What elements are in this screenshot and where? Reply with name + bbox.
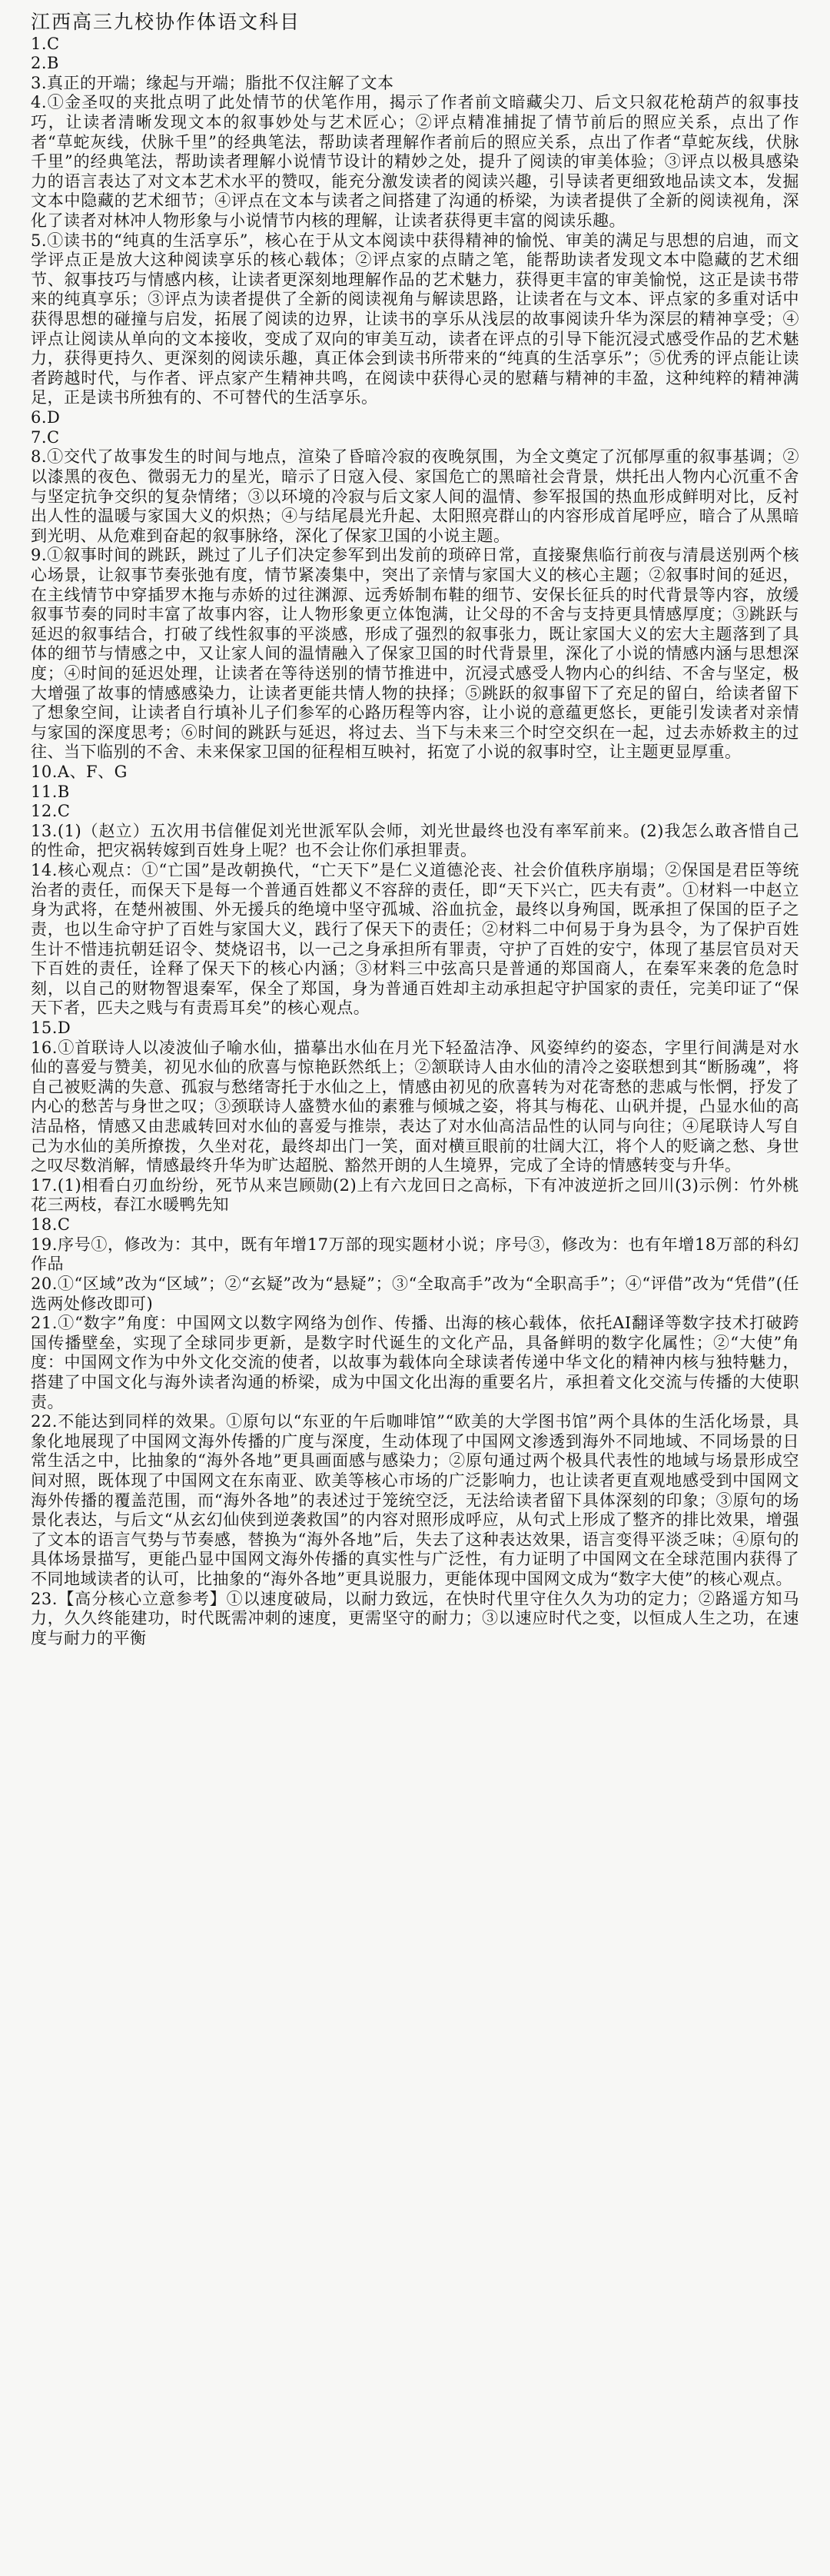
answer-item: 7.C — [31, 427, 60, 447]
answer-item: 16.①首联诗人以凌波仙子喻水仙，描摹出水仙在月光下轻盈洁净、风姿绰约的姿态，字里行间满是对水仙的喜爱与赞美，初见水仙的欣喜与惊艳跃然纸上；②颔联诗人由水仙的清冷之姿联想到其“断肠魂”，将自己被贬满的失意、孤寂与愁绪寄托于水仙之上，情感由初见的欣喜转为对花寄愁的悲戚与怅惘，抒发了内心的愁苦与身世之叹；③颈联诗人盛赞水仙的素雅与倾城之姿，将其与梅花、山矾并提，凸显水仙的高洁品格，情感又由悲戚转回对水仙的喜爱与推崇，表达了对水仙高洁品性的认同与向往；④尾联诗人写自己为水仙的美所撩拨，久坐对花，最终却出门一笑，面对横亘眼前的壮阔大江，将个人的贬谪之愁、身世之叹尽数消解，情感最终升华为旷达超脱、豁然开朗的人生境界，完成了全诗的情感转变与升华。 — [31, 1038, 799, 1175]
answer-item: 13.(1)（赵立）五次用书信催促刘光世派军队会师，刘光世最终也没有率军前来。(2)我怎么敢吝惜自己的性命，把灾祸转嫁到百姓身上呢？也不会让你们承担罪责。 — [31, 821, 799, 860]
answer-item: 5.①读书的“纯真的生活享乐”，核心在于从文本阅读中获得精神的愉悦、审美的满足与思想的启迪，而文学评点正是放大这种阅读享乐的核心载体；②评点家的点睛之笔，能帮助读者发现文本中隐藏的艺术细节、叙事技巧与情感内核，让读者更深刻地理解作品的艺术魅力，获得更丰富的审美愉悦，这正是读书带来的纯真享乐；③评点为读者提供了全新的阅读视角与解读思路，让读者在与文本、评点家的多重对话中获得思想的碰撞与启发，拓展了阅读的边界，让读书的享乐从浅层的故事阅读升华为深层的精神享受；④评点让阅读从单向的文本接收，变成了双向的审美互动，读者在评点的引导下能沉浸式感受作品的艺术魅力，获得更持久、更深刻的阅读乐趣，真正体会到读书所带来的“纯真的生活享乐”；⑤优秀的评点能让读者跨越时代，与作者、评点家产生精神共鸣，在阅读中获得心灵的慰藉与精神的丰盈，这种纯粹的精神满足，正是读书所独有的、不可替代的生活享乐。 — [31, 231, 799, 407]
answer-item: 23.【高分核心立意参考】①以速度破局，以耐力致远，在快时代里守住久久为功的定力；②路遥方知马力，久久终能建功，时代既需冲刺的速度，更需坚守的耐力；③以速应时代之变，以恒成人生之功，在速度与耐力的平衡 — [31, 1589, 799, 1647]
answer-item: 1.C — [31, 34, 60, 53]
answer-item: 15.D — [31, 1018, 71, 1037]
answer-item: 20.①“区域”改为“区域”；②“玄疑”改为“悬疑”；③“全取高手”改为“全职高手”；④“评借”改为“凭借”(任选两处修改即可) — [31, 1274, 799, 1313]
answer-item: 2.B — [31, 54, 59, 73]
answer-item: 11.B — [31, 782, 70, 801]
document-title: 江西高三九校协作体语文科目 — [31, 11, 301, 33]
answer-item: 22.不能达到同样的效果。①原句以“东亚的午后咖啡馆”“欧美的大学图书馆”两个具体的生活化场景，具象化地展现了中国网文海外传播的广度与深度，生动体现了中国网文渗透到海外不同地域、不同场景的日常生活之中，比抽象的“海外各地”更具画面感与感染力；②原句通过两个极具代表性的地域与场景形成空间对照，既体现了中国网文在东南亚、欧美等核心市场的广泛影响力，也让读者更直观地感受到中国网文海外传播的覆盖范围，而“海外各地”的表述过于笼统空泛，无法给读者留下具体深刻的印象；③原句的场景化表达，与后文“从玄幻仙侠到逆袭救国”的内容对照形成呼应，从句式上形成了整齐的排比效果，增强了文本的语言气势与节奏感，替换为“海外各地”后，失去了这种表达效果，语言变得平淡乏味；④原句的具体场景描写，更能凸显中国网文海外传播的真实性与广泛性，有力证明了中国网文在全球范围内获得了不同地域读者的认可，比抽象的“海外各地”更具说服力，更能体现中国网文成为“数字大使”的核心观点。 — [31, 1412, 799, 1589]
answer-item: 8.①交代了故事发生的时间与地点，渲染了昏暗冷寂的夜晚氛围，为全文奠定了沉郁厚重的叙事基调；②以漆黑的夜色、微弱无力的星光，暗示了日寇入侵、家国危亡的黑暗社会背景，烘托出人物内心沉重不舍与坚定抗争交织的复杂情绪；③以环境的冷寂与后文家人间的温情、参军报国的热血形成鲜明对比，反衬出人性的温暖与家国大义的炽热；④与结尾晨光升起、太阳照亮群山的内容形成首尾呼应，暗合了从黑暗到光明、从危难到奋起的叙事脉络，深化了保家卫国的小说主题。 — [31, 447, 799, 545]
answer-item: 18.C — [31, 1215, 71, 1235]
answer-item: 4.①金圣叹的夹批点明了此处情节的伏笔作用，揭示了作者前文暗藏尖刀、后文只叙花枪葫芦的叙事技巧，让读者清晰发现文本的叙事妙处与艺术匠心；②评点精准捕捉了情节前后的照应关系，点出了作者“草蛇灰线，伏脉千里”的经典笔法，帮助读者理解作者前后的照应关系，点出了作者“草蛇灰线，伏脉千里”的经典笔法，帮助读者理解小说情节设计的精妙之处，提升了阅读的审美体验；③评点以极具感染力的语言表达了对文本艺术水平的赞叹，能充分激发读者的阅读兴趣，引导读者更细致地品读文本，发掘文本中隐藏的艺术细节；④评点在文本与读者之间搭建了沟通的桥梁，为读者提供了全新的阅读视角，深化了读者对林冲人物形象与小说情节内核的理解，让读者获得更丰富的阅读乐趣。 — [31, 93, 799, 230]
answer-item: 6.D — [31, 408, 61, 427]
answer-item: 14.核心观点：①“亡国”是改朝换代，“亡天下”是仁义道德沦丧、社会价值秩序崩塌；②保国是君臣等统治者的责任，而保天下是每一个普通百姓都义不容辞的责任，即“天下兴亡，匹夫有责”。①材料一中赵立身为武将，在楚州被围、外无援兵的绝境中坚守孤城、浴血抗金，最终以身殉国，既承担了保国的臣子之责，也以生命守护了百姓与家国大义，践行了保天下的责任；②材料二中何易于身为县令，为了保护百姓生计不惜违抗朝廷诏令、焚烧诏书，以一己之身承担所有罪责，守护了百姓的安宁，体现了基层官员对天下百姓的责任，诠释了保天下的核心内涵；③材料三中弦高只是普通的郑国商人，在秦军来袭的危急时刻，以自己的财物智退秦军，保全了郑国，身为普通百姓却主动承担起守护国家的责任，完美印证了“保天下者，匹夫之贱与有责焉耳矣”的核心观点。 — [31, 861, 799, 1018]
answer-item: 9.①叙事时间的跳跃，跳过了儿子们决定参军到出发前的琐碎日常，直接聚焦临行前夜与清晨送别两个核心场景，让叙事节奏张弛有度，情节紧凑集中，突出了亲情与家国大义的核心主题；②叙事时间的延迟，在主线情节中穿插罗木拖与赤娇的过往渊源、远秀娇制布鞋的细节、安保长征兵的时代背景等内容，放缓叙事节奏的同时丰富了故事内容，让人物形象更立体饱满，让父母的不舍与支持更具情感厚度；③跳跃与延迟的叙事结合，打破了线性叙事的平淡感，形成了强烈的叙事张力，既让家国大义的宏大主题落到了具体的细节与情感之中，又让家人间的温情融入了保家卫国的时代背景里，深化了小说的情感内涵与思想深度；④时间的延迟处理，让读者在等待送别的情节推进中，沉浸式感受人物内心的纠结、不舍与坚定，极大增强了故事的情感感染力，让读者更能共情人物的抉择；⑤跳跃的叙事留下了充足的留白，给读者留下了想象空间，让读者自行填补儿子们参军的心路历程等内容，让小说的意蕴更悠长，更能引发读者对亲情与家国的深度思考；⑥时间的跳跃与延迟，将过去、当下与未来三个时空交织在一起，过去赤娇救主的过往、当下临别的不舍、未来保家卫国的征程相互映衬，拓宽了小说的叙事时空，让主题更显厚重。 — [31, 546, 799, 762]
answer-item: 17.(1)相看白刃血纷纷，死节从来岂顾勋(2)上有六龙回日之高标，下有冲波逆折之回川(3)示例：竹外桃花三两枝，春江水暖鸭先知 — [31, 1175, 799, 1215]
answer-list — [31, 35, 799, 1649]
answer-item: 10.A、F、G — [31, 763, 128, 782]
answer-item: 12.C — [31, 802, 71, 821]
answer-item: 19.序号①，修改为：其中，既有年增17万部的现实题材小说；序号③，修改为：也有年增18万部的科幻作品 — [31, 1235, 799, 1274]
answer-item: 21.①“数字”角度：中国网文以数字网络为创作、传播、出海的核心载体，依托AI翻译等数字技术打破跨国传播壁垒，实现了全球同步更新，是数字时代诞生的文化产品，具备鲜明的数字化属性；②“大使”角度：中国网文作为中外文化交流的使者，以故事为载体向全球读者传递中华文化的精神内核与独特魅力，搭建了中国文化与海外读者沟通的桥梁，成为中国文化出海的重要名片，承担着文化交流与传播的大使职责。 — [31, 1314, 799, 1411]
answer-item: 3.真正的开端；缘起与开端；脂批不仅注解了文本 — [31, 73, 394, 92]
